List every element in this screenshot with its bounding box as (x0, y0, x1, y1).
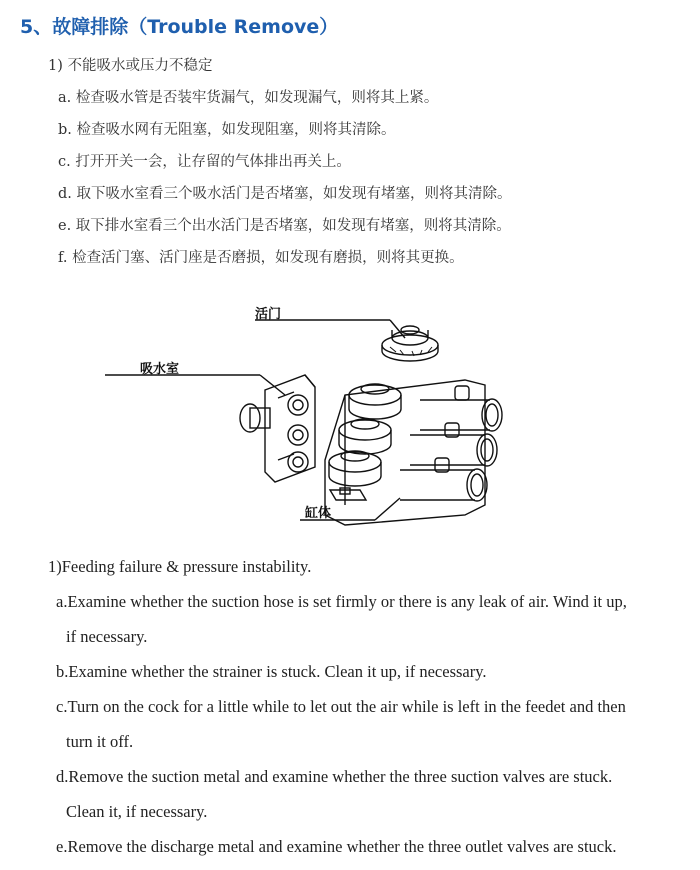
cn-subtitle: 1) 不能吸水或压力不稳定 (48, 58, 213, 74)
section-title: 5、故障排除（Trouble Remove） (20, 16, 339, 38)
en-line-c-cont: turn it off. (66, 732, 134, 751)
cn-item-a: a. 检查吸水管是否装牢货漏气，如发现漏气，则将其上紧。 (58, 90, 439, 106)
en-subtitle: 1)Feeding failure & pressure instability. (48, 557, 312, 576)
cn-item-d: d. 取下吸水室看三个吸水活门是否堵塞，如发现有堵塞，则将其清除。 (58, 186, 512, 202)
en-line-d: d.Remove the suction metal and examine whether the three suction valves are stuck. (56, 767, 613, 786)
en-line-a: a.Examine whether the suction hose is set firmly or there is any leak of air. Wind it up, (56, 592, 627, 611)
cn-item-f: f. 检查活门塞、活门座是否磨损，如发现有磨损，则将其更换。 (58, 250, 464, 266)
pump-diagram (100, 290, 560, 540)
label-valve: 活门 (255, 307, 282, 322)
cn-item-e: e. 取下排水室看三个出水活门是否堵塞，如发现有堵塞，则将其清除。 (58, 218, 511, 234)
cn-item-b: b. 检查吸水网有无阻塞，如发现阻塞，则将其清除。 (58, 122, 396, 138)
en-line-c: c.Turn on the cock for a little while to let out the air while is left in the feedet and then (56, 697, 626, 716)
label-suction-chamber: 吸水室 (140, 362, 180, 377)
valve-part (382, 326, 438, 361)
cn-item-c: c. 打开开关一会，让存留的气体排出再关上。 (58, 154, 351, 170)
label-cylinder-body: 缸体 (305, 506, 332, 521)
suction-chamber (240, 375, 315, 482)
en-line-d-cont: Clean it, if necessary. (66, 802, 208, 821)
en-line-a-cont: if necessary. (66, 627, 148, 646)
en-line-b: b.Examine whether the strainer is stuck. Clean it up, if necessary. (56, 662, 487, 681)
en-line-e: e.Remove the discharge metal and examine whether the three outlet valves are stuck. (56, 837, 617, 856)
cylinder-body (325, 380, 502, 525)
